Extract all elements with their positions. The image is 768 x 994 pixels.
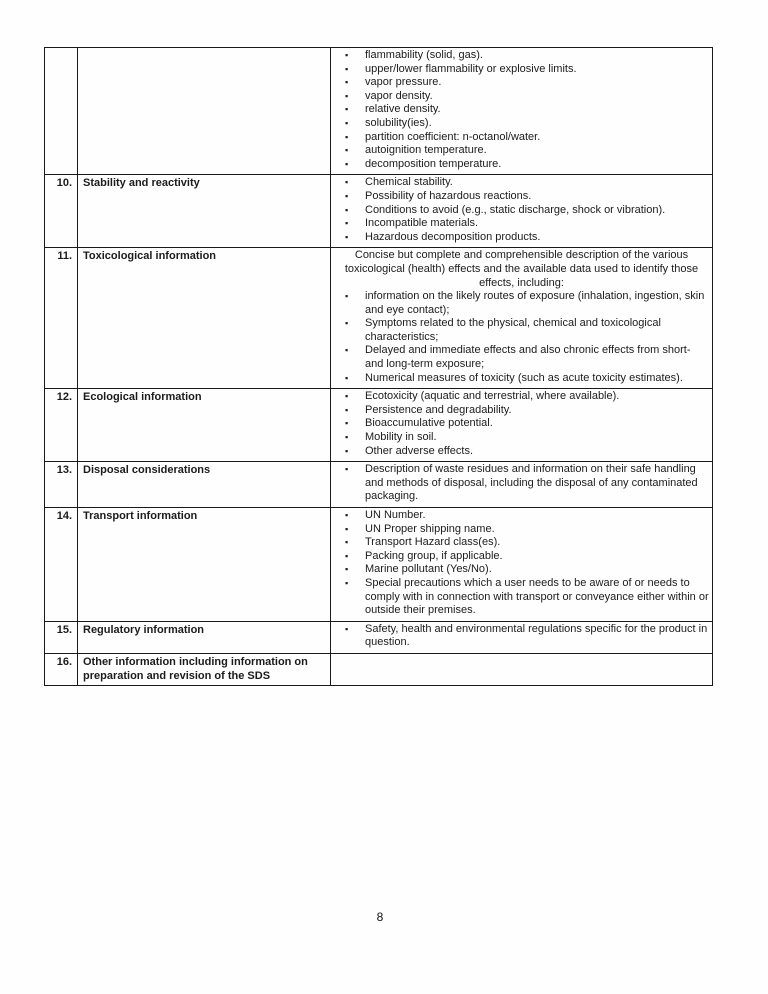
bullet-text: Ecotoxicity (aquatic and terrestrial, where available). — [365, 390, 620, 403]
row-content — [331, 621, 713, 653]
square-bullet-icon: ▪ — [345, 550, 349, 561]
row-title: Regulatory information — [78, 621, 331, 653]
square-bullet-icon: ▪ — [345, 90, 349, 101]
square-bullet-icon: ▪ — [345, 50, 349, 60]
row-title: Transport information — [78, 508, 331, 622]
table-row — [45, 175, 713, 248]
square-bullet-icon: ▪ — [345, 291, 349, 302]
bullet-text: vapor pressure. — [365, 76, 442, 89]
bullet-item — [333, 103, 710, 117]
bullet-text: Numerical measures of toxicity (such as acute toxicity estimates). — [365, 371, 683, 384]
bullet-text: solubility(ies). — [365, 116, 432, 129]
square-bullet-icon: ▪ — [345, 577, 349, 588]
row-number — [45, 48, 78, 175]
bullet-text: Conditions to avoid (e.g., static discharge, shock or vibration). — [365, 203, 666, 216]
sds-sections-table — [44, 47, 713, 686]
table-row — [45, 462, 713, 508]
bullet-text: UN Number. — [365, 509, 426, 521]
square-bullet-icon: ▪ — [345, 77, 349, 88]
row-title: Other information including information on preparation and revision of the SDS — [78, 653, 331, 685]
bullet-item — [333, 390, 710, 404]
table-row — [45, 508, 713, 622]
bullet-text: autoignition temperature. — [365, 144, 487, 157]
bullet-text: Special precautions which a user needs to be aware of or needs to comply with in connection with transport or conveyance either within or outside their premises. — [365, 576, 709, 617]
row-intro: Concise but complete and comprehensible description of the various toxicological (health) effects and the available data used to identify those effects, including: — [344, 249, 699, 289]
bullet-text: vapor density. — [365, 89, 433, 102]
row-number: 12. — [45, 389, 78, 462]
square-bullet-icon: ▪ — [345, 537, 349, 548]
bullet-item — [333, 144, 710, 158]
bullet-text: Marine pollutant (Yes/No). — [365, 563, 492, 576]
square-bullet-icon: ▪ — [345, 131, 349, 142]
bullet-item — [333, 190, 710, 204]
row-content — [331, 508, 713, 622]
row-title — [78, 48, 331, 175]
square-bullet-icon: ▪ — [345, 391, 349, 402]
bullet-text: Description of waste residues and information on their safe handling and methods of disposal, including the disposal of any contaminated packaging. — [365, 463, 698, 503]
row-number: 14. — [45, 508, 78, 622]
square-bullet-icon: ▪ — [345, 318, 349, 329]
bullet-text: UN Proper shipping name. — [365, 522, 495, 535]
bullet-text: Incompatible materials. — [365, 217, 479, 230]
bullet-item — [333, 550, 710, 564]
bullet-item — [333, 536, 710, 550]
bullet-item — [333, 317, 710, 344]
bullet-text: Other adverse effects. — [365, 444, 474, 457]
bullet-text: Delayed and immediate effects and also chronic effects from short- and long-term exposure; — [365, 344, 691, 371]
bullet-item — [333, 417, 710, 431]
row-title: Disposal considerations — [78, 462, 331, 508]
bullet-item — [333, 117, 710, 131]
square-bullet-icon: ▪ — [345, 623, 349, 634]
row-content — [331, 462, 713, 508]
square-bullet-icon: ▪ — [345, 104, 349, 115]
row-title: Ecological information — [78, 389, 331, 462]
bullet-item — [333, 404, 710, 418]
bullet-item — [333, 509, 710, 523]
bullet-item — [333, 217, 710, 231]
square-bullet-icon: ▪ — [345, 158, 349, 169]
table-row — [45, 248, 713, 389]
bullet-item — [333, 290, 710, 317]
square-bullet-icon: ▪ — [345, 523, 349, 534]
bullet-item — [333, 158, 710, 172]
square-bullet-icon: ▪ — [345, 432, 349, 443]
row-content — [331, 389, 713, 462]
row-number: 13. — [45, 462, 78, 508]
square-bullet-icon: ▪ — [345, 117, 349, 128]
bullet-text: Chemical stability. — [365, 176, 453, 189]
bullet-item — [333, 231, 710, 245]
bullet-item — [333, 431, 710, 445]
square-bullet-icon: ▪ — [345, 418, 349, 429]
row-content — [331, 248, 713, 389]
row-number: 10. — [45, 175, 78, 248]
bullet-text: information on the likely routes of exposure (inhalation, ingestion, skin and eye contact); — [365, 290, 705, 316]
square-bullet-icon: ▪ — [345, 145, 349, 156]
table-row — [45, 653, 713, 685]
square-bullet-icon: ▪ — [345, 231, 349, 242]
bullet-item — [333, 372, 710, 386]
square-bullet-icon: ▪ — [345, 404, 349, 415]
table-row — [45, 48, 713, 175]
square-bullet-icon: ▪ — [345, 63, 349, 74]
bullet-item — [333, 523, 710, 537]
bullet-item — [333, 623, 710, 650]
bullet-item — [333, 63, 710, 77]
bullet-item — [333, 563, 710, 577]
square-bullet-icon: ▪ — [345, 510, 349, 520]
bullet-text: partition coefficient: n-octanol/water. — [365, 130, 541, 143]
bullet-item — [333, 90, 710, 104]
square-bullet-icon: ▪ — [345, 564, 349, 575]
bullet-text: Transport Hazard class(es). — [365, 536, 501, 549]
bullet-text: flammability (solid, gas). — [365, 49, 483, 61]
bullet-text: relative density. — [365, 103, 441, 116]
row-content — [331, 48, 713, 175]
square-bullet-icon: ▪ — [345, 177, 349, 188]
row-title: Toxicological information — [78, 248, 331, 389]
row-number: 11. — [45, 248, 78, 389]
bullet-text: Hazardous decomposition products. — [365, 230, 541, 243]
bullet-item — [333, 49, 710, 63]
bullet-text: Safety, health and environmental regulations specific for the product in question. — [365, 622, 708, 649]
bullet-text: Persistence and degradability. — [365, 403, 512, 416]
page-number: 8 — [376, 910, 384, 924]
bullet-text: upper/lower flammability or explosive limits. — [365, 62, 577, 75]
square-bullet-icon: ▪ — [345, 464, 349, 475]
square-bullet-icon: ▪ — [345, 204, 349, 215]
bullet-item — [333, 76, 710, 90]
bullet-text: Symptoms related to the physical, chemical and toxicological characteristics; — [365, 317, 661, 343]
bullet-item — [333, 176, 710, 190]
row-title: Stability and reactivity — [78, 175, 331, 248]
row-number: 15. — [45, 621, 78, 653]
bullet-text: Mobility in soil. — [365, 431, 437, 444]
bullet-text: decomposition temperature. — [365, 157, 502, 170]
row-number: 16. — [45, 653, 78, 685]
square-bullet-icon: ▪ — [345, 218, 349, 229]
row-content — [331, 653, 713, 685]
row-content — [331, 175, 713, 248]
bullet-text: Bioaccumulative potential. — [365, 417, 493, 430]
bullet-item — [333, 445, 710, 459]
sds-table-body — [45, 48, 713, 686]
square-bullet-icon: ▪ — [345, 190, 349, 201]
bullet-item — [333, 577, 710, 618]
bullet-item — [333, 463, 710, 504]
bullet-item — [333, 344, 710, 371]
square-bullet-icon: ▪ — [345, 345, 349, 356]
table-row — [45, 621, 713, 653]
bullet-item — [333, 204, 710, 218]
square-bullet-icon: ▪ — [345, 372, 349, 383]
bullet-item — [333, 131, 710, 145]
square-bullet-icon: ▪ — [345, 445, 349, 456]
table-row — [45, 389, 713, 462]
bullet-text: Packing group, if applicable. — [365, 549, 503, 562]
bullet-text: Possibility of hazardous reactions. — [365, 189, 532, 202]
